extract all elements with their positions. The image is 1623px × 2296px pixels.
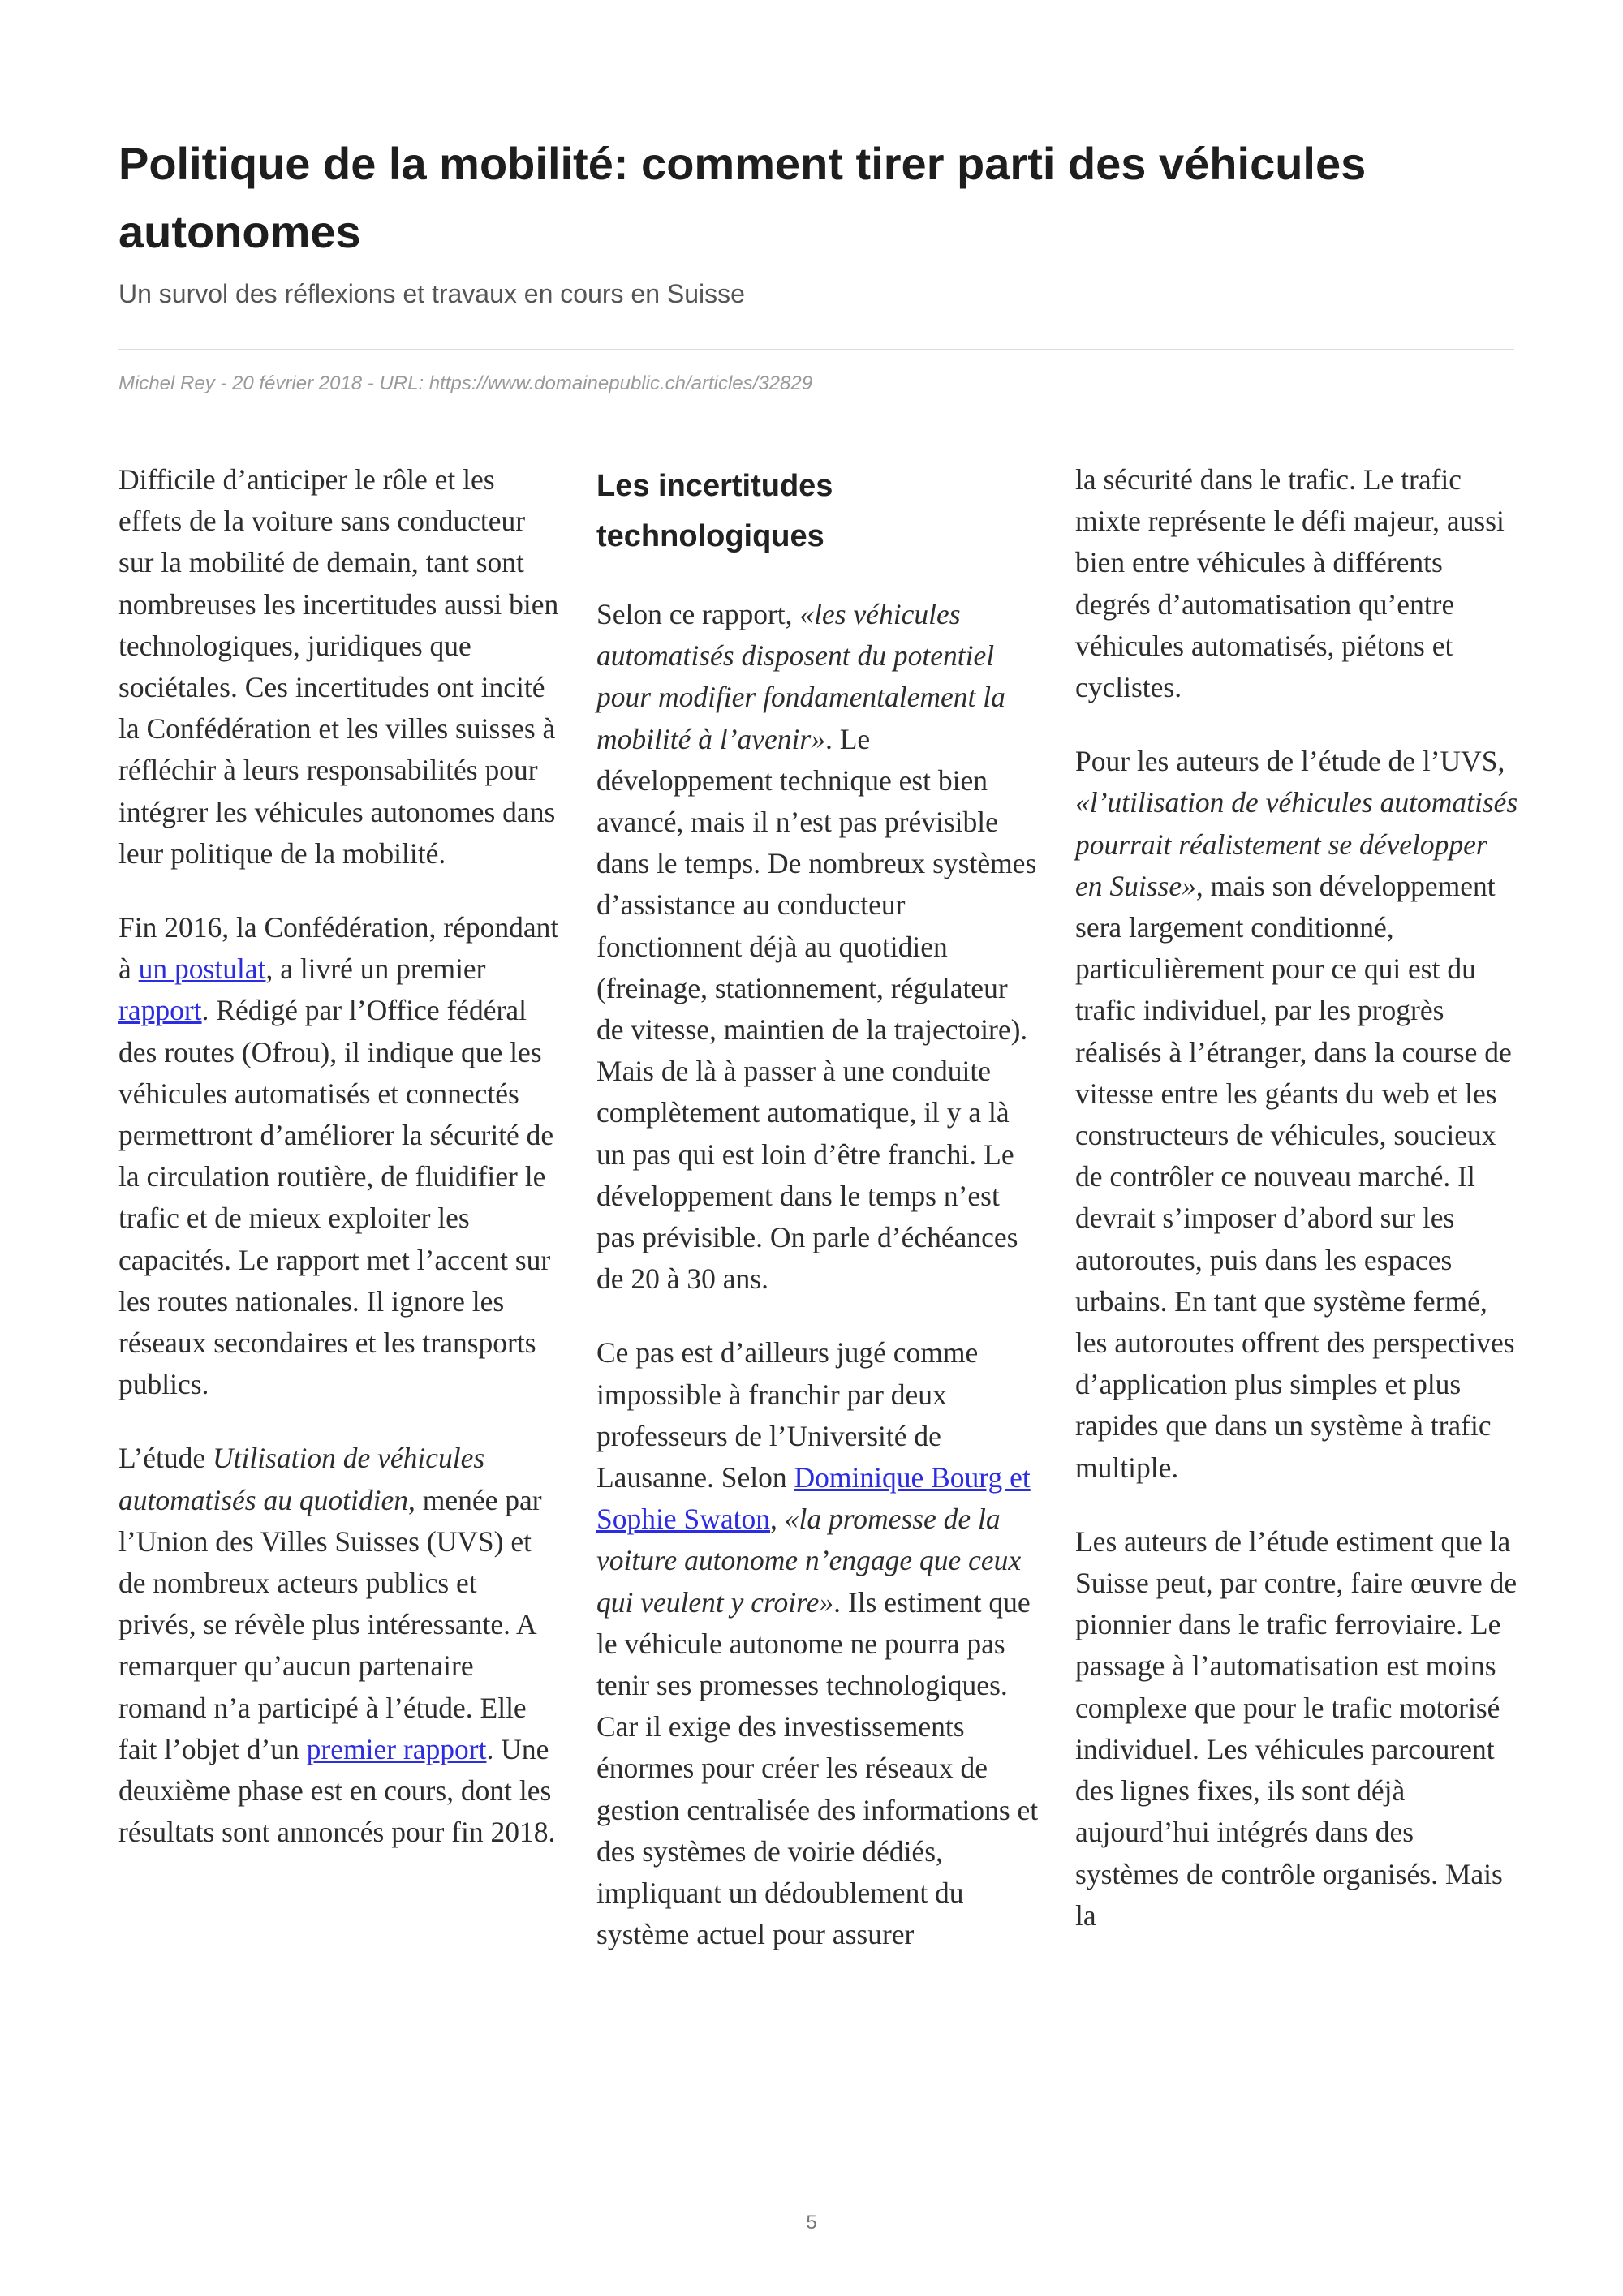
paragraph xyxy=(1075,459,1518,708)
paragraph xyxy=(596,594,1040,1300)
article-title: Politique de la mobilité: comment tirer parti des véhicules autonomes xyxy=(118,138,1367,257)
header-divider xyxy=(118,349,1514,350)
paragraph-text: L’étude xyxy=(118,1442,213,1475)
text-column-1 xyxy=(118,459,562,1886)
quote: «l’utilisation de véhicules automatisés pourrait réalistement se développer en Suisse» xyxy=(1075,786,1518,902)
paragraph-text: , xyxy=(770,1503,785,1536)
paragraph xyxy=(118,907,562,1405)
section-heading: Les incertitudes technologiques xyxy=(596,469,833,553)
paragraph xyxy=(118,459,562,875)
paragraph-text: Pour les auteurs de l’étude de l’UVS, xyxy=(1075,745,1505,778)
paragraph-text: Difficile d’anticiper le rôle et les effets de la voiture sans conducteur sur la mobilité de demain, tant sont nombreuses les incertitudes aussi bien technologiques, juridiques que sociétales. Ces incertitudes ont incité la Confédération et les villes suisses à réfléchir à leurs responsabilités pour intégrer les véhicules autonomes dans leur politique de la mobilité. xyxy=(118,463,559,870)
paragraph xyxy=(596,1332,1040,1955)
paragraph xyxy=(118,1438,562,1853)
postulat-link[interactable]: un postulat xyxy=(138,952,266,986)
text-column-3 xyxy=(1075,459,1518,1969)
paragraph-text: . Ils estiment que le véhicule autonome ne pourra pas tenir ses promesses technologiques. Car il exige des investissements énormes pour créer les réseaux de gestion centralisée des informations et des systèmes de voirie dédiés, impliquant un dédoublement du système actuel pour assurer xyxy=(596,1585,1039,1951)
paragraph-text: Selon ce rapport, xyxy=(596,598,800,630)
article-byline: Michel Rey - 20 février 2018 - URL: https://www.domainepublic.ch/articles/32829 xyxy=(118,372,813,394)
paragraph-text: , a livré un premier xyxy=(265,952,486,986)
study-title: Utilisation de véhicules automatisés au quotidien xyxy=(118,1442,485,1516)
page-number: 5 xyxy=(806,2212,817,2234)
rapport-link[interactable]: rapport xyxy=(118,994,202,1027)
paragraph-text: , mais son développement sera largement conditionné, particulièrement pour ce qui est du trafic individuel, par les progrès réalisés à l’étranger, dans la course de vitesse entre les géants du web et les constructeurs de véhicules, soucieux de contrôler ce nouveau marché. Il devrait s’imposer d’abord sur les autoroutes, puis dans les espaces urbains. En tant que système fermé, les autoroutes offrent des perspectives d’application plus simples et plus rapides que dans un système à trafic multiple. xyxy=(1075,869,1515,1484)
article-subtitle: Un survol des réflexions et travaux en cours en Suisse xyxy=(118,279,745,308)
paragraph-text: . Une deuxième phase est en cours, dont les résultats sont annoncés pour fin 2018. xyxy=(118,1732,556,1849)
paragraph-text: , menée par l’Union des Villes Suisses (UVS) et de nombreux acteurs publics et privés, se révèle plus intéressante. A remarquer qu’aucun partenaire romand n’a participé à l’étude. Elle fait l’objet d’un xyxy=(118,1483,542,1765)
bourg-swaton-link[interactable]: Dominique Bourg et Sophie Swaton xyxy=(596,1461,1031,1536)
quote: «les véhicules automatisés disposent du potentiel pour modifier fondamentalement la mobilité à l’avenir» xyxy=(596,598,1005,755)
paragraph-text: Les auteurs de l’étude estiment que la Suisse peut, par contre, faire œuvre de pionnier dans le trafic ferroviaire. Le passage à l’automatisation est moins complexe que pour le trafic motorisé individuel. Les véhicules parcourent des lignes fixes, ils sont déjà aujourd’hui intégrés dans des systèmes de contrôle organisés. Mais la xyxy=(1075,1524,1518,1932)
text-column-2 xyxy=(596,461,1040,1989)
paragraph xyxy=(1075,741,1518,1489)
paragraph-text: la sécurité dans le trafic. Le trafic mixte représente le défi majeur, aussi bien entre véhicules à différents degrés d’automatisation qu’entre véhicules automatisés, piétons et cyclistes. xyxy=(1075,463,1505,704)
quote: «la promesse de la voiture autonome n’engage que ceux qui veulent y croire» xyxy=(596,1503,1022,1619)
paragraph-text: . Le développement technique est bien avancé, mais il n’est pas prévisible dans le temps. De nombreux systèmes d’assistance au conducteur fonctionnent déjà au quotidien (freinage, stationnement, régulateur de vitesse, maintien de la trajectoire). Mais de là à passer à une conduite complètement automatique, il y a là un pas qui est loin d’être franchi. Le développement dans le temps n’est pas prévisible. On parle d’échéances de 20 à 30 ans. xyxy=(596,722,1037,1296)
paragraph-text: . Rédigé par l’Office fédéral des routes (Ofrou), il indique que les véhicules automatisés et connectés permettront d’améliorer la sécurité de la circulation routière, de fluidifier le trafic et de mieux exploiter les capacités. Le rapport met l’accent sur les routes nationales. Il ignore les réseaux secondaires et les transports publics. xyxy=(118,994,554,1401)
premier-rapport-link[interactable]: premier rapport xyxy=(306,1732,487,1765)
paragraph-text: Ce pas est d’ailleurs jugé comme impossible à franchir par deux professeurs de l’Université de Lausanne. Selon xyxy=(596,1336,979,1494)
paragraph-text: Fin 2016, la Confédération, répondant à xyxy=(118,911,559,986)
paragraph xyxy=(1075,1521,1518,1937)
